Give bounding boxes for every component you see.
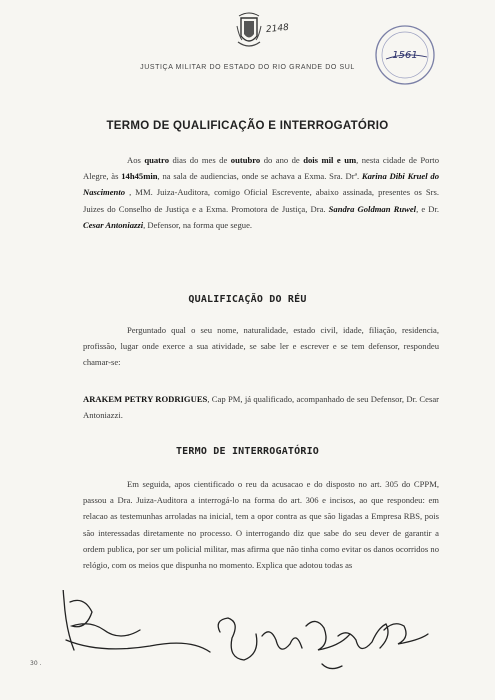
interrogatorio-heading: TERMO DE INTERROGATÓRIO	[175, 446, 320, 457]
interrogatorio-paragraph: Em seguida, apos cientificado o reu da acusacao e do disposto no art. 305 do CPPM, passou a Dra. Juiza-Auditora a interrogá-lo na forma do art. 306 e incisos, ao que respondeu: em relacao as testemunhas arroladas na inicial, tem a opor contra as que são ligadas a Empresa RBS, pois são interessadas diretamente no processo. O interrogando diz que sabe do seu dever de garantir a ordem publica, por ser um policial militar, mas afirma que não tinha como evitar os danos ocorridos no relógio, com os meios que dispunha no momento. Explica que adotou todas as	[83, 479, 439, 571]
qualificacao-heading: QUALIFICAÇÃO DO RÉU	[188, 294, 307, 305]
reu-name: ARAKEM PETRY RODRIGUES	[83, 394, 208, 404]
page-number: 30 .	[30, 660, 42, 667]
qualificacao-paragraph: Perguntado qual o seu nome, naturalidade, estado civil, idade, filiação, residencia, profissão, lugar onde exerce a sua atividade, se sabe ler e escrever e se tem defensor, respondeu chamar-se:	[83, 325, 439, 368]
stamp-seal-icon	[372, 22, 438, 88]
handwritten-number: 2148	[265, 22, 290, 36]
institution-header: JUSTIÇA MILITAR DO ESTADO DO RIO GRANDE DO SUL	[140, 64, 355, 71]
opening-paragraph: Aos quatro dias do mes de outubro do ano de dois mil e um, nesta cidade de Porto Alegre, às 14h45min, na sala de audiencias, onde se achava a Exma. Sra. Drª. Karina Dibi Kruel do Nascimento , MM. Juiza-Auditora, comigo Oficial Escrevente, abaixo assinada, presentes os Srs. Juizes do Conselho de Justiça e a Exma. Promotora de Justiça, Dra. Sandra Goldman Ruwel, e Dr. Cesar Antoniazzi, Defensor, na forma que segue.	[83, 155, 439, 230]
reu-paragraph: ARAKEM PETRY RODRIGUES, Cap PM, já qualificado, acompanhado de seu Defensor, Dr. Cesar Antoniazzi.	[83, 394, 439, 421]
stamp-number: 1561	[392, 50, 418, 61]
coat-of-arms-icon	[236, 12, 262, 52]
handwritten-signatures	[0, 590, 495, 700]
document-title: TERMO DE QUALIFICAÇÃO E INTERROGATÓRIO	[106, 120, 389, 132]
